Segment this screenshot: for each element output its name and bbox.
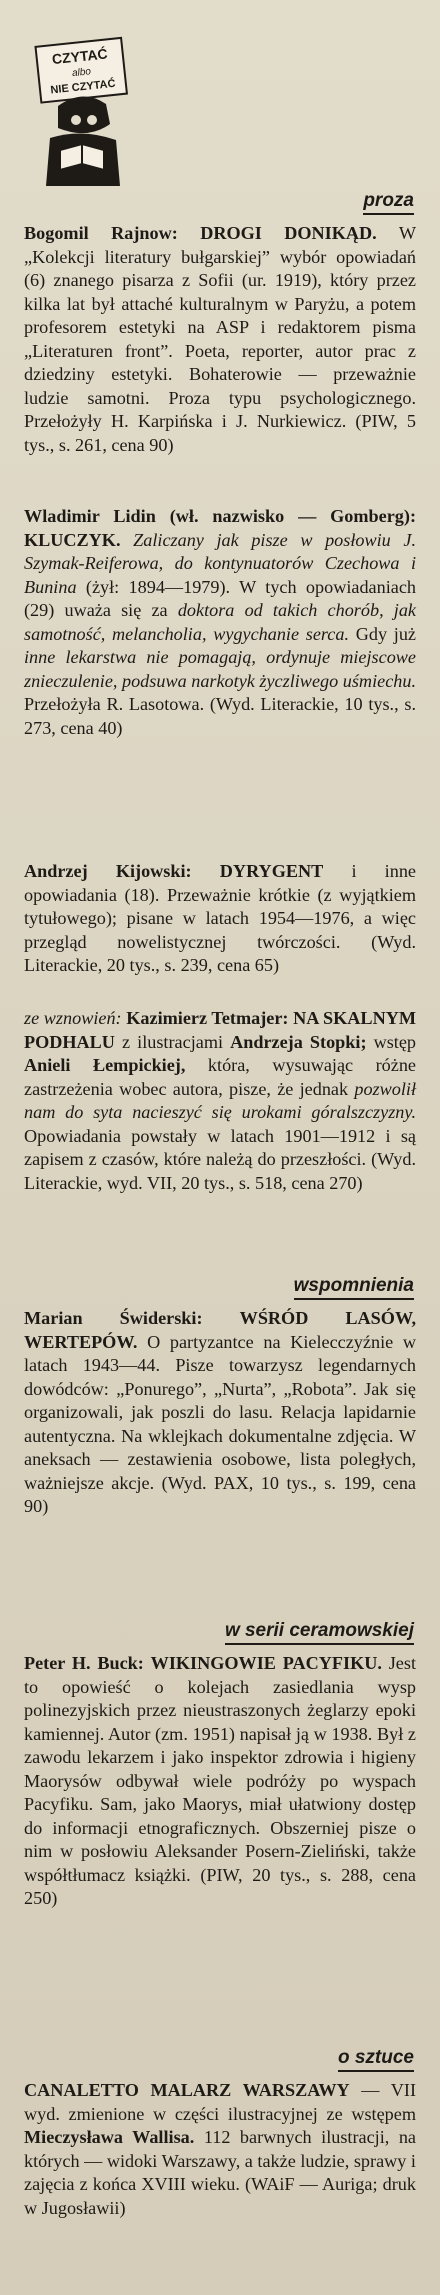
entry-body-1: z ilustracjami: [122, 1031, 224, 1052]
section-heading-ceramowskiej: w serii ceramowskiej: [225, 1620, 414, 1645]
book-title: WŚRÓD LASÓW, WERTEPÓW.: [24, 1308, 417, 1352]
illustrator: Andrzeja Stopki;: [230, 1031, 367, 1052]
entry-body: Jest to opowieść o kolejach zasiedlania wysp polinezyjskich przez nieustraszonych żeglarzy epoki kamiennej. Autor (zm. 1951) napisał ją w 1938. Był z zawodu lekarzem i jako inspektor zdrowia i higieny Maorysów odbywał wiele podróży po wyspach Pacyfiku. Sam, jako Maorys, miał ułatwiony dostęp do informacji etnograficznych. Obszerniej pisze o nim w posłowiu Aleksander Posern-Zieliński, także współtłumacz książki. (PIW, 20 tys., s. 288, cena 250): [24, 1653, 416, 1908]
section-heading-sztuce: o sztuce: [338, 2047, 414, 2072]
logo-line1: CZYTAĆ: [51, 45, 109, 68]
intro-author: Mieczysława Wallisa.: [24, 2127, 195, 2147]
book-title: NA SKALNYM PODHALU: [24, 1008, 416, 1052]
entry-italic-1: Zaliczany jak pisze w posłowiu J. Szymak-Reiferowa, do kontynuatorów Czechowa i Bunina: [24, 529, 416, 597]
entry-body-2: 112 barwnych ilustracji, na których — widoki Warszawy, a także ludzie, sprawy i zajęcia z końca XVIII wieku. (WAiF — Auriga; druk w Jugosławii): [24, 2127, 417, 2218]
intro-author: Anieli Łempickiej,: [24, 1055, 186, 1075]
logo-line3: NIE CZYTAĆ: [49, 77, 117, 97]
entry-italic-3: inne lekarstwa nie pomagają, ordynuje miejscowe znieczulenie, podsuwa narkotyk życzliwego uśmiechu.: [24, 647, 416, 691]
book-title: DYRYGENT: [219, 861, 324, 881]
entry-body-4: Opowiadania powstały w latach 1901—1912 i są zapisem z czasów, które należą do przeszłości. (Wyd. Literackie, wyd. VII, 20 tys., s. 518, cena 270): [24, 1125, 416, 1193]
author: Andrzej Kijowski:: [24, 861, 192, 881]
author: Bogomil Rajnow:: [24, 223, 178, 243]
entry-kijowski: [24, 860, 416, 978]
entry-italic-2: doktora od takich chorób, jak samotność, melancholia, wygychanie serca.: [24, 600, 417, 644]
book-title: KLUCZYK.: [24, 529, 121, 550]
section-heading-wspomnienia: wspomnienia: [294, 1275, 414, 1300]
entry-body-3: która, wysuwając różne zastrzeżenia wobec autora, pisze, że jednak: [24, 1055, 417, 1099]
entry-rajnow: [24, 222, 416, 457]
entry-italic-1: pozwolił nam do syta nacieszyć się urokami góralszczyzny.: [24, 1078, 416, 1122]
author: Peter H. Buck:: [24, 1653, 144, 1673]
logo-line2: albo: [71, 66, 92, 80]
czytac-logo: [28, 28, 138, 188]
entry-body-2: Gdy już: [355, 623, 416, 644]
section-heading-proza: proza: [363, 190, 414, 215]
entry-body-1: — VII wyd. zmienione w części ilustracyjnej ze wstępem: [24, 2080, 416, 2124]
entry-buck: [24, 1652, 416, 1911]
author: Marian Świderski:: [24, 1308, 203, 1328]
entry-body: i inne opowiadania (18). Przeważnie krótkie (z wyjątkiem tytułowego); pisane w latach 1954—1976, a więc przegląd nowelistycznej twórczości. (Wyd. Literackie, 20 tys., s. 239, cena 65): [24, 861, 416, 975]
entry-lidin: [24, 505, 416, 740]
author-note: (wł. nazwisko — Gomberg):: [169, 506, 417, 526]
reader-figure-icon: [28, 28, 138, 188]
entry-prefix: ze wznowień:: [24, 1008, 122, 1028]
book-title: CANALETTO MALARZ WARSZAWY: [24, 2080, 350, 2100]
author: Kazimierz Tetmajer:: [126, 1008, 289, 1028]
entry-canaletto: [24, 2079, 416, 2220]
entry-body-3: Przełożyła R. Lasotowa. (Wyd. Literackie, 10 tys., s. 273, cena 40): [24, 694, 416, 738]
entry-body-2: wstęp: [373, 1031, 417, 1052]
book-title: DROGI DONIKĄD.: [200, 223, 377, 243]
book-title: WIKINGOWIE PACYFIKU.: [150, 1653, 382, 1673]
author: Wladimir Lidin: [24, 506, 156, 526]
entry-body: W „Kolekcji literatury bułgarskiej” wybór opowiadań (6) znanego pisarza z Sofii (ur. 1919), który przez kilka lat był attaché kulturalnym w Paryżu, a potem profesorem estetyki na ASP i redaktorem pisma „Literaturen front”. Poeta, reporter, autor prac z dziedziny estetyki. Bohaterowie — przeważnie ludzie samotni. Proza typu psychologicznego. Przełożyły H. Karpińska i J. Nurkiewicz. (PIW, 5 tys., s. 261, cena 90): [24, 223, 416, 455]
entry-body-1: (żył: 1894—1979). W tych opowiadaniach (29) uważa się za: [24, 576, 417, 620]
entry-body: O partyzantce na Kielecczyźnie w latach 1943—44. Pisze towarzysz legendarnych dowódców: „Ponurego”, „Nurta”, „Robota”. Jak się organizowali, jak poszli do lasu. Relacja lapidarnie autentyczna. Na wklejkach dokumentalne zdjęcia. W aneksach — zestawienia osobowe, lista poległych, ważniejsze akcje. (Wyd. PAX, 10 tys., s. 199, cena 90): [24, 1331, 416, 1516]
entry-swiderski: [24, 1307, 416, 1519]
entry-tetmajer: [24, 1007, 416, 1195]
